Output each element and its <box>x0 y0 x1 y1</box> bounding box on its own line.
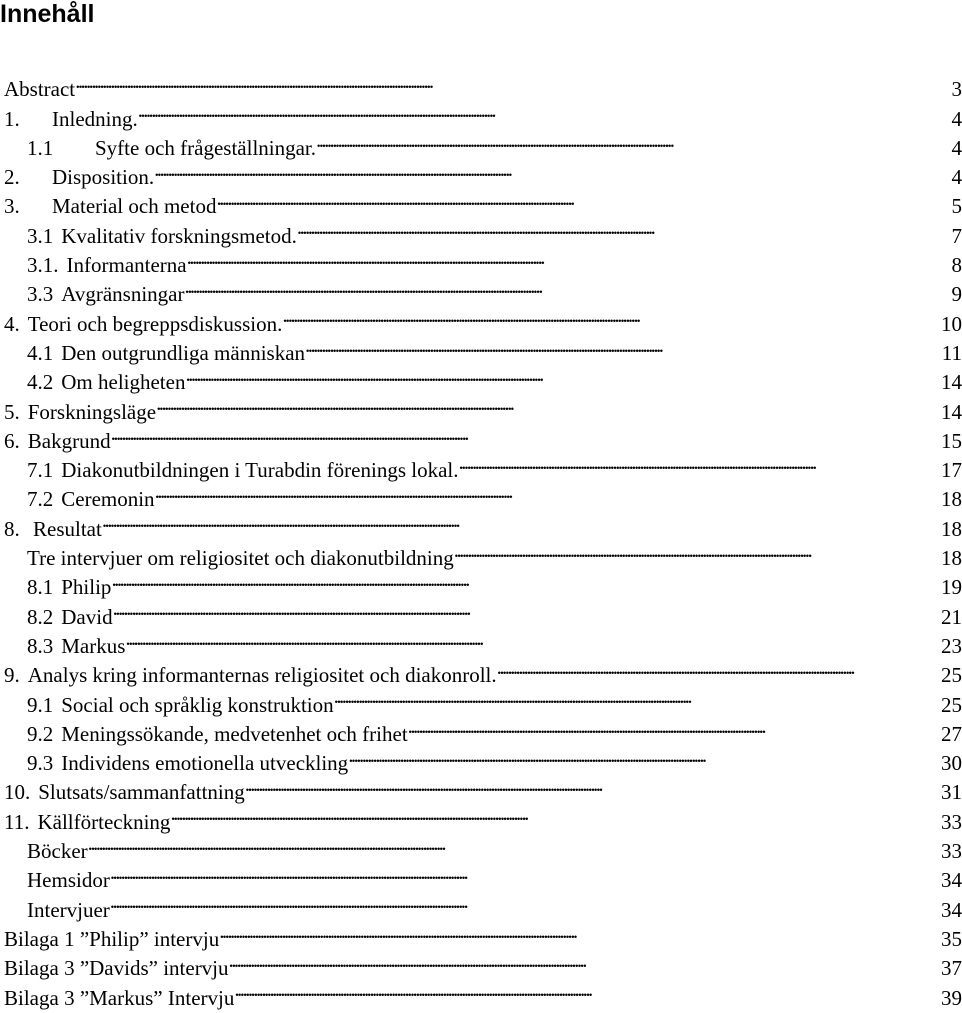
toc-dot-leader <box>75 67 950 96</box>
toc-entry-label: Individens emotionella utveckling <box>61 749 348 778</box>
toc-entry-hemsidor[interactable] <box>0 858 962 887</box>
toc-page-number: 17 <box>940 456 962 485</box>
toc-entry-number: 3. <box>4 192 52 221</box>
toc-entry-label: Kvalitativ forskningsmetod. <box>61 222 297 251</box>
toc-page-number: 8 <box>951 251 962 280</box>
toc-dot-leader <box>316 126 950 155</box>
toc-dot-leader <box>348 741 940 770</box>
toc-entry-markus[interactable] <box>0 624 962 653</box>
toc-entry-label: Bilaga 3 ”Davids” intervju <box>4 954 229 983</box>
toc-entry-label: Om heligheten <box>61 368 185 397</box>
toc-page-number: 3 <box>951 75 962 104</box>
toc-page-number: 25 <box>940 661 962 690</box>
toc-page-number: 35 <box>940 925 962 954</box>
toc-dot-leader <box>234 975 940 1004</box>
toc-entry-analys[interactable] <box>0 653 962 682</box>
toc-dot-leader <box>216 184 950 213</box>
toc-page-number: 34 <box>940 866 962 895</box>
toc-page-number: 14 <box>940 398 962 427</box>
toc-dot-leader <box>245 770 940 799</box>
toc-dot-leader <box>170 799 940 828</box>
toc-entry-bocker[interactable] <box>0 829 962 858</box>
toc-page-number: 4 <box>951 163 962 192</box>
toc-entry-label: Diakonutbildningen i Turabdin förenings lokal. <box>61 456 458 485</box>
toc-entry-bilaga-philip[interactable] <box>0 917 962 946</box>
toc-entry-label: Bakgrund <box>28 427 111 456</box>
toc-dot-leader <box>111 565 940 594</box>
toc-entry-label: Markus <box>61 632 125 661</box>
toc-entry-label: Social och språklig konstruktion <box>61 691 333 720</box>
toc-entry-philip[interactable] <box>0 565 962 594</box>
toc-page-number: 10 <box>940 310 962 339</box>
toc-entry-label: Philip <box>61 573 111 602</box>
toc-entry-abstract[interactable] <box>0 67 962 96</box>
toc-dot-leader <box>110 858 940 887</box>
toc-page-number: 18 <box>940 515 962 544</box>
toc-entry-number: 5. <box>4 398 20 427</box>
toc-dot-leader <box>187 243 951 272</box>
toc-entry-label: Slutsats/sammanfattning <box>38 778 244 807</box>
toc-entry-diakonutbildningen[interactable] <box>0 448 962 477</box>
toc-page-number: 33 <box>940 837 962 866</box>
toc-page-number: 14 <box>940 368 962 397</box>
toc-dot-leader <box>305 331 941 360</box>
toc-page-number: 23 <box>940 632 962 661</box>
toc-entry-label: Källförteckning <box>37 808 170 837</box>
toc-entry-number: 4.1 <box>27 339 53 368</box>
toc-dot-leader <box>110 887 940 916</box>
toc-dot-leader <box>88 829 940 858</box>
toc-entry-number: 8. <box>4 515 33 544</box>
toc-entry-bakgrund[interactable] <box>0 419 962 448</box>
toc-page-number: 33 <box>940 808 962 837</box>
toc-page-number: 4 <box>951 105 962 134</box>
toc-dot-leader <box>229 946 940 975</box>
toc-page-number: 11 <box>941 339 962 368</box>
toc-page-number: 27 <box>940 720 962 749</box>
toc-entry-label: Bilaga 1 ”Philip” intervju <box>4 925 219 954</box>
toc-entry-inledning[interactable] <box>0 96 962 125</box>
toc-entry-number: 7.2 <box>27 485 53 514</box>
toc-page-number: 25 <box>940 691 962 720</box>
toc-page-number: 37 <box>940 954 962 983</box>
toc-entry-label: Intervjuer <box>27 896 110 925</box>
toc-entry-label: Forskningsläge <box>28 398 156 427</box>
toc-dot-leader <box>185 272 951 301</box>
toc-entry-label: Inledning. <box>52 105 138 134</box>
toc-page-number: 18 <box>940 544 962 573</box>
toc-entry-label: Analys kring informanternas religiositet och diakonroll. <box>28 661 497 690</box>
toc-page-number: 5 <box>951 192 962 221</box>
toc-entry-label: Teori och begreppsdiskussion. <box>28 310 283 339</box>
toc-dot-leader <box>219 917 940 946</box>
toc-page-number: 39 <box>940 984 962 1013</box>
toc-entry-label: Meningssökande, medvetenhet och frihet <box>61 720 407 749</box>
toc-dot-leader <box>334 682 940 711</box>
toc-dot-leader <box>497 653 940 682</box>
toc-entry-label: Böcker <box>27 837 88 866</box>
toc-entry-number: 10. <box>4 778 30 807</box>
toc-entry-label: Avgränsningar <box>61 280 184 309</box>
toc-entry-label: Hemsidor <box>27 866 110 895</box>
toc-page-number: 18 <box>940 485 962 514</box>
toc-page-number: 19 <box>940 573 962 602</box>
toc-page-number: 7 <box>951 222 962 251</box>
toc-entry-number: 3.3 <box>27 280 53 309</box>
toc-entry-number: 7.1 <box>27 456 53 485</box>
toc-entry-resultat[interactable] <box>0 506 962 535</box>
page-title: Innehåll <box>0 0 94 30</box>
toc-entry-number: 4.2 <box>27 368 53 397</box>
toc-dot-leader <box>454 536 940 565</box>
toc-entry-label: Material och metod <box>52 192 216 221</box>
toc-entry-number: 9.2 <box>27 720 53 749</box>
toc-entry-number: 8.2 <box>27 603 53 632</box>
toc-dot-leader <box>125 624 940 653</box>
toc-dot-leader <box>156 389 940 418</box>
toc-page-number: 4 <box>951 134 962 163</box>
toc-entry-label: Tre intervjuer om religiositet och diakonutbildning <box>27 544 454 573</box>
toc-entry-number: 1. <box>4 105 52 134</box>
toc-entry-number: 8.1 <box>27 573 53 602</box>
toc-page-number: 9 <box>951 280 962 309</box>
toc-entry-number: 9.3 <box>27 749 53 778</box>
toc-dot-leader <box>155 477 940 506</box>
toc-entry-label: David <box>61 603 112 632</box>
toc-entry-number: 3.1. <box>27 251 59 280</box>
toc-page-number: 30 <box>940 749 962 778</box>
toc-entry-tre-intervjuer[interactable] <box>0 536 962 565</box>
toc-page-number: 34 <box>940 896 962 925</box>
toc-entry-syfte[interactable] <box>0 126 962 155</box>
toc-page-number: 15 <box>940 427 962 456</box>
table-of-contents <box>0 67 962 1005</box>
toc-entry-label: Den outgrundliga människan <box>61 339 305 368</box>
toc-dot-leader <box>111 419 940 448</box>
toc-entry-number: 1.1 <box>27 134 95 163</box>
toc-entry-intervjuer[interactable] <box>0 887 962 916</box>
toc-entry-number: 2. <box>4 163 52 192</box>
toc-entry-number: 9. <box>4 661 20 690</box>
toc-dot-leader <box>102 506 940 535</box>
toc-dot-leader <box>297 213 951 242</box>
toc-page-number: 31 <box>940 778 962 807</box>
toc-entry-number: 11. <box>4 808 29 837</box>
toc-entry-label: Abstract <box>4 75 75 104</box>
toc-dot-leader <box>154 155 950 184</box>
toc-entry-label: Ceremonin <box>61 485 154 514</box>
toc-entry-label: Syfte och frågeställningar. <box>95 134 316 163</box>
toc-entry-david[interactable] <box>0 594 962 623</box>
toc-dot-leader <box>138 96 951 125</box>
toc-entry-label: Informanterna <box>67 251 187 280</box>
toc-entry-number: 9.1 <box>27 691 53 720</box>
toc-dot-leader <box>185 360 940 389</box>
toc-entry-number: 3.1 <box>27 222 53 251</box>
toc-dot-leader <box>458 448 940 477</box>
toc-dot-leader <box>113 594 940 623</box>
toc-entry-label: Bilaga 3 ”Markus” Intervju <box>4 984 234 1013</box>
toc-dot-leader <box>282 301 940 330</box>
toc-dot-leader <box>408 712 940 741</box>
toc-entry-number: 8.3 <box>27 632 53 661</box>
toc-entry-label: Disposition. <box>52 163 154 192</box>
toc-entry-label: Resultat <box>33 515 102 544</box>
toc-page-number: 21 <box>940 603 962 632</box>
toc-entry-number: 4. <box>4 310 20 339</box>
toc-entry-number: 6. <box>4 427 20 456</box>
